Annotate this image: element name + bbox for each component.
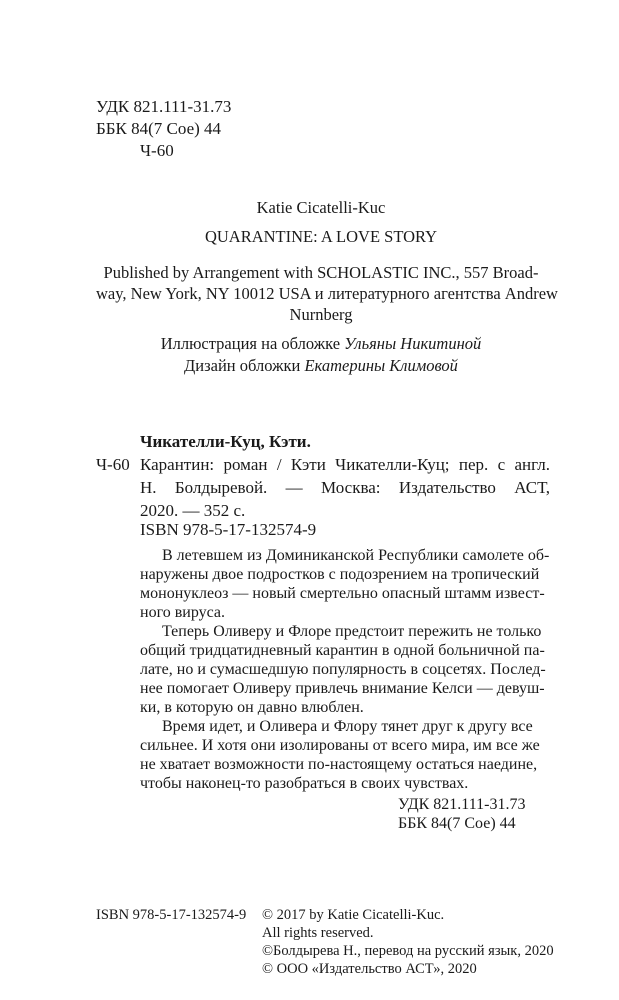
catalog-line-3: 2020. — 352 с. — [140, 501, 246, 520]
illustration-credit — [96, 333, 546, 354]
copyright-line-2: All rights reserved. — [262, 925, 374, 941]
copyright-line-4: © ООО «Издательство АСТ», 2020 — [262, 961, 477, 977]
author-mark-top: Ч-60 — [140, 141, 174, 160]
catalog-isbn: ISBN 978-5-17-132574-9 — [140, 520, 317, 539]
arrangement-notice — [96, 262, 558, 325]
catalog-line-1: Карантин: роман / Кэти Чикателли-Куц; пер. с англ. — [140, 455, 550, 474]
arrangement-line-3: Nurnberg — [289, 305, 353, 324]
catalog-line-2: Н. Болдыревой. — Москва: Издательство АСТ, — [140, 478, 550, 497]
annotation-line-11: сильнее. И хотя они изолированы от всего мира, им все же — [140, 737, 540, 754]
design-credit-prefix: Дизайн обложки — [184, 356, 301, 375]
annotation-line-1: В летевшем из Доминиканской Республики самолете об- — [162, 547, 550, 564]
udk-code-bottom: УДК 821.111-31.73 — [398, 796, 526, 813]
catalog-mark: Ч-60 — [96, 455, 130, 474]
design-credit — [96, 355, 546, 376]
catalog-heading: Чикателли-Куц, Кэти. — [140, 432, 311, 451]
udk-code-top: УДК 821.111-31.73 — [96, 97, 232, 116]
annotation-line-4: ного вируса. — [140, 604, 226, 621]
original-title: QUARANTINE: A LOVE STORY — [204, 227, 438, 246]
annotation-line-13: чтобы наконец-то разобраться в своих чувствах. — [140, 775, 469, 792]
annotation-line-7: лате, но и сумасшедшую популярность в соцсетях. Послед- — [140, 661, 546, 678]
annotation-line-8: нее помогает Оливеру привлечь внимание Келси — девуш- — [140, 680, 545, 697]
footer-isbn: ISBN 978-5-17-132574-9 — [96, 907, 247, 923]
illustration-credit-prefix: Иллюстрация на обложке — [160, 334, 341, 353]
annotation-line-3: мононуклеоз — новый смертельно опасный штамм извест- — [140, 585, 545, 602]
copyright-line-3: ©Болдырева Н., перевод на русский язык, 2020 — [262, 943, 554, 959]
bbk-code-bottom: ББК 84(7 Сое) 44 — [398, 815, 516, 832]
original-author: Katie Cicatelli-Kuc — [256, 198, 386, 217]
annotation-line-12: не хватает возможности по-настоящему остаться наедине, — [140, 756, 538, 773]
arrangement-line-2: way, New York, NY 10012 USA и литературного агентства Andrew — [96, 284, 558, 303]
copyright-line-1: © 2017 by Katie Cicatelli-Kuc. — [262, 907, 445, 923]
annotation-line-9: ки, в которую он давно влюблен. — [140, 699, 364, 716]
annotation-line-5: Теперь Оливеру и Флоре предстоит пережить не только — [162, 623, 542, 640]
illustration-credit-name: Ульяны Никитиной — [344, 334, 482, 353]
bbk-code-top: ББК 84(7 Сое) 44 — [96, 119, 222, 138]
design-credit-name: Екатерины Климовой — [304, 356, 458, 375]
annotation-line-6: общий тридцатидневный карантин в одной больничной па- — [140, 642, 545, 659]
annotation-line-2: наружены двое подростков с подозрением на тропический — [140, 566, 540, 583]
arrangement-line-1: Published by Arrangement with SCHOLASTIC INC., 557 Broad- — [103, 263, 539, 282]
annotation-line-10: Время идет, и Оливера и Флору тянет друг к другу все — [162, 718, 533, 735]
